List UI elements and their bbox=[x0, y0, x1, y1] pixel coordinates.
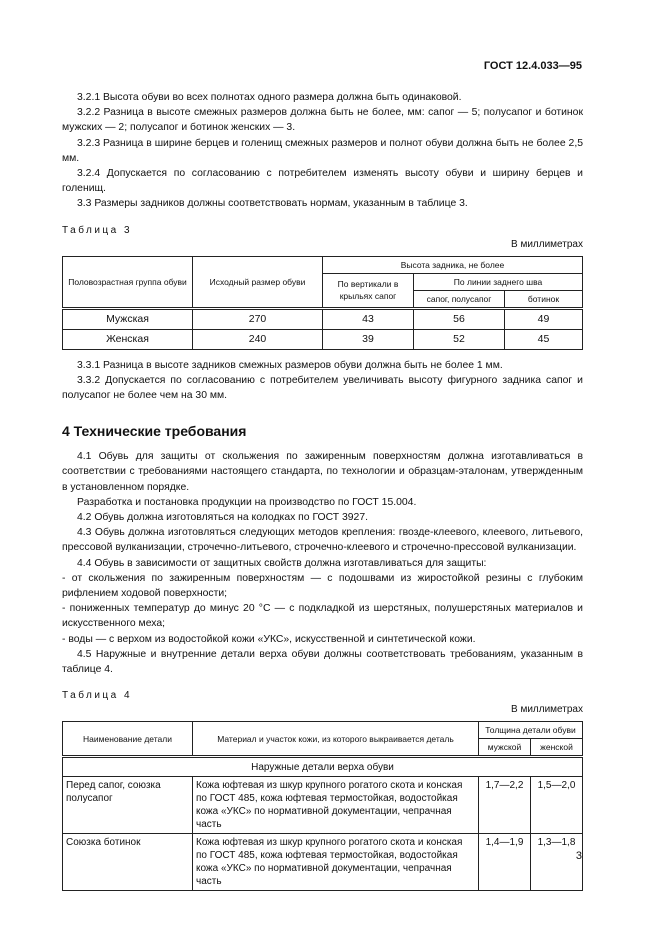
group-row: Наружные детали верха обуви bbox=[63, 757, 583, 777]
paragraph: 4.4 Обувь в зависимости от защитных свойств должна изготавливаться для защиты: bbox=[77, 557, 487, 569]
paragraph: 4.2 Обувь должна изготовляться на колодках по ГОСТ 3927. bbox=[77, 512, 368, 524]
paragraph: 4.5 Наружные и внутренние детали верха обуви должны соответствовать требованиям, указанным в таблице 4. bbox=[62, 648, 583, 676]
list-item: - пониженных температур до минус 20 °С — с подкладкой из шерстяных, полушерстяных материалов и искусственного меха; bbox=[62, 603, 583, 630]
header-seam: По линии заднего шва bbox=[414, 273, 583, 290]
table-3 bbox=[62, 256, 583, 350]
list-item: - от скольжения по зажиренным поверхностям — с подошвами из жиростойкой резины с глубоким рифлением ходовой поверхности; bbox=[62, 572, 583, 600]
cell-vertical: 39 bbox=[323, 329, 414, 349]
header-name: Наименование детали bbox=[63, 722, 193, 757]
header-height: Высота задника, не более bbox=[323, 256, 583, 273]
cell-shoes: 45 bbox=[505, 329, 583, 349]
standard-header: ГОСТ 12.4.033—95 bbox=[483, 60, 582, 72]
paragraph: 3.3.2 Допускается по согласованию с потребителем увеличивать высоту фигурного задника сапог и полусапог не более чем на 30 мм. bbox=[62, 374, 583, 402]
paragraph: 4.3 Обувь должна изготовляться следующих методов крепления: гвозде-клеевого, клеевого, литьевого, прессовой вулканизации, строчечно-литьевого, строчечно-клеевого и строчечно-прессовой вулканизации. bbox=[62, 527, 583, 554]
cell-female: 1,3—1,8 bbox=[531, 834, 583, 891]
table-row bbox=[63, 834, 583, 891]
paragraph: 3.2.2 Разница в высоте смежных размеров должна быть не более, мм: сапог — 5; полусапог и ботинок мужских — 2; полусапог и ботинок женских — 3. bbox=[62, 107, 583, 134]
cell-boots: 52 bbox=[414, 329, 505, 349]
paragraph: 3.3.1 Разница в высоте задников смежных размеров обуви должна быть не более 1 мм. bbox=[77, 359, 503, 371]
cell-group: Женская bbox=[63, 329, 193, 349]
paragraph: 3.2.1 Высота обуви во всех полнотах одного размера должна быть одинаковой. bbox=[77, 92, 462, 103]
table-unit: В миллиметрах bbox=[511, 238, 583, 250]
table-caption: Таблица 4 bbox=[62, 690, 133, 702]
cell-vertical: 43 bbox=[323, 308, 414, 329]
header-group: Половозрастная группа обуви bbox=[63, 256, 193, 308]
table-caption: Таблица 3 bbox=[62, 224, 133, 236]
cell-male: 1,7—2,2 bbox=[479, 777, 531, 834]
paragraph: 3.2.4 Допускается по согласованию с потребителем изменять высоту обуви и ширину берцев и голенищ. bbox=[62, 168, 583, 195]
table-row bbox=[63, 777, 583, 834]
page-number: 3 bbox=[575, 850, 582, 862]
paragraph: 3.2.3 Разница в ширине берцев и голенищ смежных размеров и полнот обуви должна быть не более 2,5 мм. bbox=[62, 137, 583, 164]
cell-group: Мужская bbox=[63, 308, 193, 329]
cell-name: Перед сапог, союзка полусапог bbox=[63, 777, 193, 834]
header-thickness: Толщина детали обуви bbox=[479, 722, 583, 739]
list-item: - воды — с верхом из водостойкой кожи «УКС», искусственной и синтетической кожи. bbox=[62, 633, 476, 645]
cell-material: Кожа юфтевая из шкур крупного рогатого скота и конская по ГОСТ 485, кожа юфтевая термостойкая, водостойкая кожа «УКС» по нормативной документации, чепрачная часть bbox=[193, 777, 479, 834]
table-row bbox=[63, 329, 583, 349]
cell-size: 240 bbox=[193, 329, 323, 349]
section-title: 4 Технические требования bbox=[62, 423, 247, 440]
table-4 bbox=[62, 721, 583, 891]
cell-boots: 56 bbox=[414, 308, 505, 329]
paragraph: 3.3 Размеры задников должны соответствовать нормам, указанным в таблице 3. bbox=[77, 198, 468, 210]
header-boots: сапог, полусапог bbox=[414, 290, 505, 308]
paragraph: Разработка и постановка продукции на производство по ГОСТ 15.004. bbox=[77, 496, 417, 508]
header-vertical: По вертикали в крыльях сапог bbox=[323, 273, 414, 308]
page-content bbox=[62, 90, 583, 891]
header-size: Исходный размер обуви bbox=[193, 256, 323, 308]
table-row bbox=[63, 308, 583, 329]
cell-material: Кожа юфтевая из шкур крупного рогатого скота и конская по ГОСТ 485, кожа юфтевая термостойкая, водостойкая кожа «УКС» по нормативной документации, чепрачная часть bbox=[193, 834, 479, 891]
header-shoes: ботинок bbox=[505, 290, 583, 308]
cell-male: 1,4—1,9 bbox=[479, 834, 531, 891]
cell-size: 270 bbox=[193, 308, 323, 329]
cell-name: Союзка ботинок bbox=[63, 834, 193, 891]
header-male: мужской bbox=[479, 739, 531, 757]
table-unit: В миллиметрах bbox=[511, 704, 583, 716]
header-material: Материал и участок кожи, из которого выкраивается деталь bbox=[193, 722, 479, 757]
header-female: женской bbox=[531, 739, 583, 757]
cell-shoes: 49 bbox=[505, 308, 583, 329]
paragraph: 4.1 Обувь для защиты от скольжения по зажиренным поверхностям должна изготавливаться в соответствии с требованиями настоящего стандарта, по технологии и образцам-эталонам, утвержденным в установленном порядке. bbox=[62, 451, 583, 493]
cell-female: 1,5—2,0 bbox=[531, 777, 583, 834]
